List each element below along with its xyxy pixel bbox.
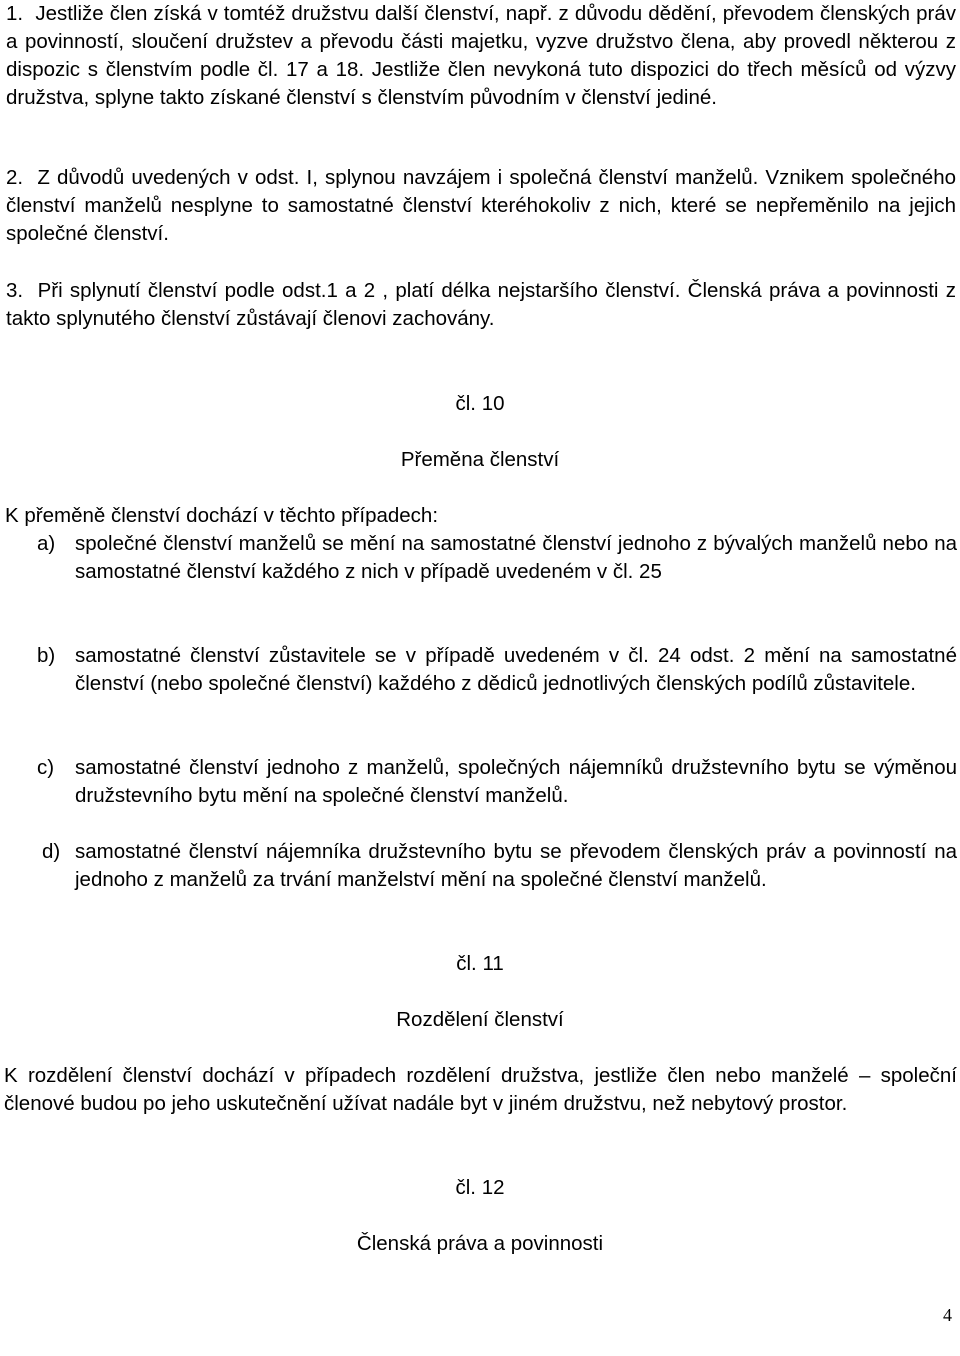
article-number: čl. 12 — [455, 1176, 505, 1199]
list-item — [37, 642, 957, 698]
article-number: čl. 11 — [456, 952, 504, 975]
case-text: samostatné členství jednoho z manželů, společných nájemníků družstevního bytu se výměnou družstevního bytu mění na společné členství manželů. — [75, 756, 957, 807]
item-number: 1. — [6, 2, 24, 25]
case-label: d) — [42, 840, 61, 863]
article-title: Rozdělení členství — [396, 1008, 564, 1031]
case-label: c) — [37, 756, 55, 779]
list-item — [37, 754, 957, 810]
article-title: Přeměna členství — [400, 448, 560, 471]
case-text: samostatné členství nájemníka družstevního bytu se převodem členských práv a povinností na jednoho z manželů za trvání manželství mění na společné členství manželů. — [75, 840, 957, 891]
item-text: Jestliže člen získá v tomtéž družstvu další členství, např. z důvodu dědění, převodem členských práv a povinností, sloučení družstev a převodu části majetku, vyzve družstvo člena, aby provedl některou z dispozic s členstvím podle čl. 17 a 18. Jestliže člen nevykoná tuto dispozici do třech měsíců od výzvy družstva, splyne takto získané členství s členstvím původním v členství jediné. — [6, 2, 956, 109]
item-number: 3. — [6, 279, 24, 302]
article-number: čl. 10 — [455, 392, 505, 415]
case-text: samostatné členství zůstavitele se v případě uvedeném v čl. 24 odst. 2 mění na samostatné členství (nebo společné členství) každého z dědiců jednotlivých členských podílů zůstavitele. — [75, 644, 957, 695]
item-number: 2. — [6, 166, 24, 189]
item-text: Z důvodů uvedených v odst. I, splynou navzájem i společná členství manželů. Vznikem společného členství manželů nesplyne to samostatné členství kteréhokoliv z nich, které se nepřeměnilo na jejich společné členství. — [6, 166, 956, 245]
case-text: společné členství manželů se mění na samostatné členství jednoho z bývalých manželů nebo na samostatné členství každého z nich v případě uvedeném v čl. 25 — [75, 532, 957, 583]
list-item — [37, 530, 957, 586]
article-text: K rozdělení členství dochází v případech rozdělení družstva, jestliže člen nebo manželé – společní členové budou po jeho uskutečnění užívat nadále byt v jiném družstvu, než nebytový prostor. — [4, 1064, 957, 1115]
article-title: Členská práva a povinnosti — [356, 1232, 604, 1255]
case-label: a) — [37, 532, 56, 555]
page-number: 4 — [943, 1305, 952, 1325]
article-intro: K přeměně členství dochází v těchto případech: — [5, 504, 439, 527]
item-text: Při splynutí členství podle odst.1 a 2 , platí délka nejstaršího členství. Členská práva a povinnosti z takto splynutého členství zůstávají členovi zachovány. — [6, 279, 956, 330]
list-item — [42, 838, 957, 894]
case-label: b) — [37, 644, 56, 667]
